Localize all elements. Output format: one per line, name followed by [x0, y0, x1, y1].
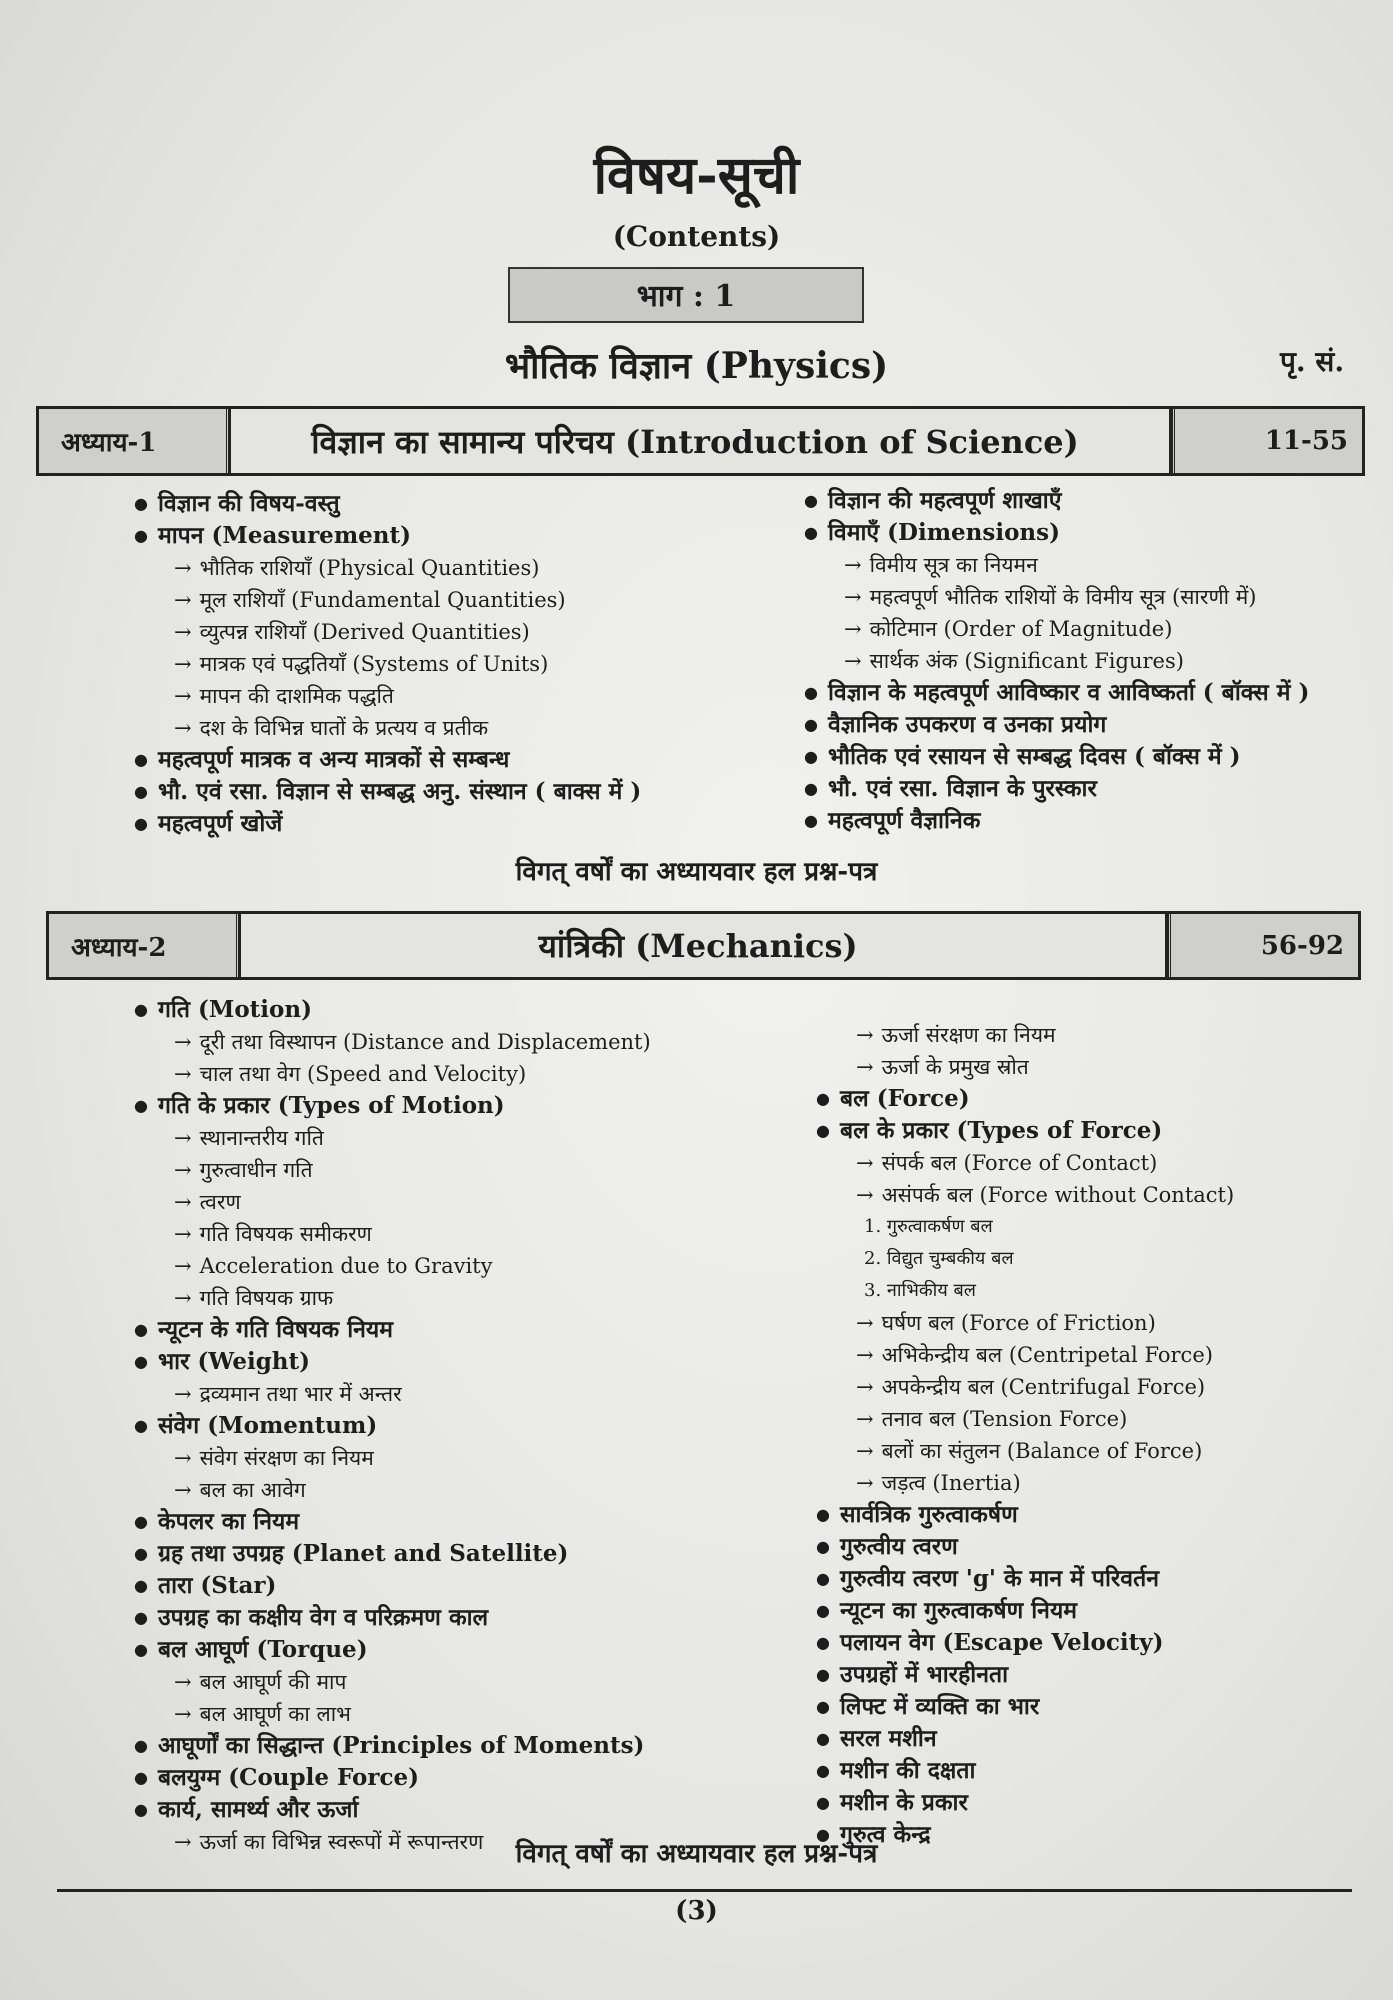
part-label: भाग : 1 [508, 267, 864, 323]
sub-list-item: → कोटिमान (Order of Magnitude) [804, 613, 1309, 645]
list-item: ● विज्ञान के महत्वपूर्ण आविष्कार व आविष्कर्ता ( बॉक्स में ) [804, 677, 1309, 709]
list-item: ● महत्वपूर्ण वैज्ञानिक [804, 805, 1309, 837]
list-item: ● आघूर्णों का सिद्धान्त (Principles of Moments) [134, 1730, 651, 1762]
list-item: ● कार्य, सामर्थ्य और ऊर्जा [134, 1794, 651, 1826]
chapter-title: विज्ञान का सामान्य परिचय (Introduction of Science) [229, 409, 1159, 473]
sub-list-item: → चाल तथा वेग (Speed and Velocity) [134, 1058, 651, 1090]
list-item: ● तारा (Star) [134, 1570, 651, 1602]
sub-list-item: → मूल राशियाँ (Fundamental Quantities) [134, 584, 641, 616]
sub-list-item: → विमीय सूत्र का नियमन [804, 549, 1309, 581]
sub-list-item: → त्वरण [134, 1186, 651, 1218]
chapter-2-header [46, 911, 1361, 980]
sub-list-item: → संवेग संरक्षण का नियम [134, 1442, 651, 1474]
divider [1159, 409, 1172, 473]
page-number: (3) [675, 1896, 718, 1926]
sub-list-item: → व्युत्पन्न राशियाँ (Derived Quantities) [134, 616, 641, 648]
sub-list-item: → गति विषयक ग्राफ [134, 1282, 651, 1314]
sub-list-item: 2. विद्युत चुम्बकीय बल [864, 1248, 1014, 1269]
page-subtitle: (Contents) [612, 220, 781, 253]
sub-list-item: → गुरुत्वाधीन गति [134, 1154, 651, 1186]
sub-list-item: → बलों का संतुलन (Balance of Force) [816, 1435, 1234, 1467]
chapter-pages: 11-55 [1172, 409, 1362, 473]
list-item: ● पलायन वेग (Escape Velocity) [816, 1627, 1234, 1659]
list-item: ● भौ. एवं रसा. विज्ञान के पुरस्कार [804, 773, 1309, 805]
sub-list-item: → भौतिक राशियाँ (Physical Quantities) [134, 552, 641, 584]
list-item: ● मशीन की दक्षता [816, 1755, 1234, 1787]
sub-list-item: → बल आघूर्ण की माप [134, 1666, 651, 1698]
sub-list-item: → बल आघूर्ण का लाभ [134, 1698, 651, 1730]
sub-list-item: → गति विषयक समीकरण [134, 1218, 651, 1250]
list-item: ● गुरुत्व केन्द्र [816, 1819, 1234, 1851]
list-item: ● न्यूटन के गति विषयक नियम [134, 1314, 651, 1346]
list-item: ● बल आघूर्ण (Torque) [134, 1634, 651, 1666]
list-item: ● गुरुत्वीय त्वरण [816, 1531, 1234, 1563]
list-item: ● विमाएँ (Dimensions) [804, 517, 1309, 549]
sub-list-item: → दश के विभिन्न घातों के प्रत्यय व प्रतीक [134, 712, 641, 744]
list-item: ● गुरुत्वीय त्वरण 'g' के मान में परिवर्तन [816, 1563, 1234, 1595]
list-item: ● लिफ्ट में व्यक्ति का भार [816, 1691, 1234, 1723]
list-item: ● सरल मशीन [816, 1723, 1234, 1755]
list-item: ● भौ. एवं रसा. विज्ञान से सम्बद्ध अनु. संस्थान ( बाक्स में ) [134, 776, 641, 808]
list-item: ● सार्वत्रिक गुरुत्वाकर्षण [816, 1499, 1234, 1531]
sub-list-item: → सार्थक अंक (Significant Figures) [804, 645, 1309, 677]
chapter-label: अध्याय-1 [39, 409, 229, 473]
list-item: ● विज्ञान की महत्वपूर्ण शाखाएँ [804, 485, 1309, 517]
chapter-1-header [36, 406, 1365, 476]
sub-list-item: → स्थानान्तरीय गति [134, 1122, 651, 1154]
list-item: ● बल (Force) [816, 1083, 1234, 1115]
chapter-1-footer: विगत् वर्षों का अध्यायवार हल प्रश्न-पत्र [515, 857, 878, 887]
list-item: ● मशीन के प्रकार [816, 1787, 1234, 1819]
chapter-2-left-list [134, 994, 651, 1858]
sub-list-item: → मात्रक एवं पद्धतियाँ (Systems of Units) [134, 648, 641, 680]
subject-heading: भौतिक विज्ञान (Physics) [504, 345, 889, 387]
list-item: ● भौतिक एवं रसायन से सम्बद्ध दिवस ( बॉक्स में ) [804, 741, 1309, 773]
sub-list-item: → अपकेन्द्रीय बल (Centrifugal Force) [816, 1371, 1234, 1403]
divider [1155, 914, 1168, 977]
list-item: ● विज्ञान की विषय-वस्तु [134, 488, 641, 520]
bottom-rule [57, 1889, 1352, 1892]
chapter-2-footer: विगत् वर्षों का अध्यायवार हल प्रश्न-पत्र [515, 1839, 878, 1869]
sub-list-item: → ऊर्जा संरक्षण का नियम [816, 1019, 1234, 1051]
sub-list-item: 3. नाभिकीय बल [864, 1280, 976, 1301]
sub-list-item: → अभिकेन्द्रीय बल (Centripetal Force) [816, 1339, 1234, 1371]
chapter-1-right-list [804, 485, 1309, 837]
list-item: ● न्यूटन का गुरुत्वाकर्षण नियम [816, 1595, 1234, 1627]
list-item: ● उपग्रह का कक्षीय वेग व परिक्रमण काल [134, 1602, 651, 1634]
chapter-pages: 56-92 [1168, 914, 1358, 977]
list-item: ● महत्वपूर्ण खोजें [134, 808, 641, 840]
sub-list-item: → घर्षण बल (Force of Friction) [816, 1307, 1234, 1339]
sub-list-item: → ऊर्जा के प्रमुख स्रोत [816, 1051, 1234, 1083]
list-item: ● ग्रह तथा उपग्रह (Planet and Satellite) [134, 1538, 651, 1570]
list-item: ● वैज्ञानिक उपकरण व उनका प्रयोग [804, 709, 1309, 741]
sub-list-item: → जड़त्व (Inertia) [816, 1467, 1234, 1499]
list-item: ● बलयुग्म (Couple Force) [134, 1762, 651, 1794]
chapter-1-left-list [134, 488, 641, 840]
sub-list-item: → असंपर्क बल (Force without Contact) [816, 1179, 1234, 1211]
list-item: ● मापन (Measurement) [134, 520, 641, 552]
list-item: ● भार (Weight) [134, 1346, 651, 1378]
sub-list-item: → दूरी तथा विस्थापन (Distance and Displacement) [134, 1026, 651, 1058]
sub-list-item: → महत्वपूर्ण भौतिक राशियों के विमीय सूत्र (सारणी में) [804, 581, 1309, 613]
sub-list-item: → संपर्क बल (Force of Contact) [816, 1147, 1234, 1179]
page-title: विषय-सूची [593, 145, 800, 206]
list-item: ● उपग्रहों में भारहीनता [816, 1659, 1234, 1691]
sub-list-item: → तनाव बल (Tension Force) [816, 1403, 1234, 1435]
sub-list-item: → ऊर्जा का विभिन्न स्वरूपों में रूपान्तरण [134, 1826, 651, 1858]
sub-list-item: → द्रव्यमान तथा भार में अन्तर [134, 1378, 651, 1410]
list-item: ● केपलर का नियम [134, 1506, 651, 1538]
list-item: ● बल के प्रकार (Types of Force) [816, 1115, 1234, 1147]
list-item: ● संवेग (Momentum) [134, 1410, 651, 1442]
list-item: ● गति (Motion) [134, 994, 651, 1026]
chapter-2-right-list [816, 1019, 1234, 1851]
sub-list-item: → Acceleration due to Gravity [134, 1250, 651, 1282]
chapter-label: अध्याय-2 [49, 914, 239, 977]
chapter-title: यांत्रिकी (Mechanics) [239, 914, 1155, 977]
list-item: ● महत्वपूर्ण मात्रक व अन्य मात्रकों से सम्बन्ध [134, 744, 641, 776]
list-item: ● गति के प्रकार (Types of Motion) [134, 1090, 651, 1122]
sub-list-item: 1. गुरुत्वाकर्षण बल [864, 1216, 993, 1237]
page-column-heading: पृ. सं. [1280, 345, 1345, 378]
sub-list-item: → बल का आवेग [134, 1474, 651, 1506]
sub-list-item: → मापन की दाशमिक पद्धति [134, 680, 641, 712]
